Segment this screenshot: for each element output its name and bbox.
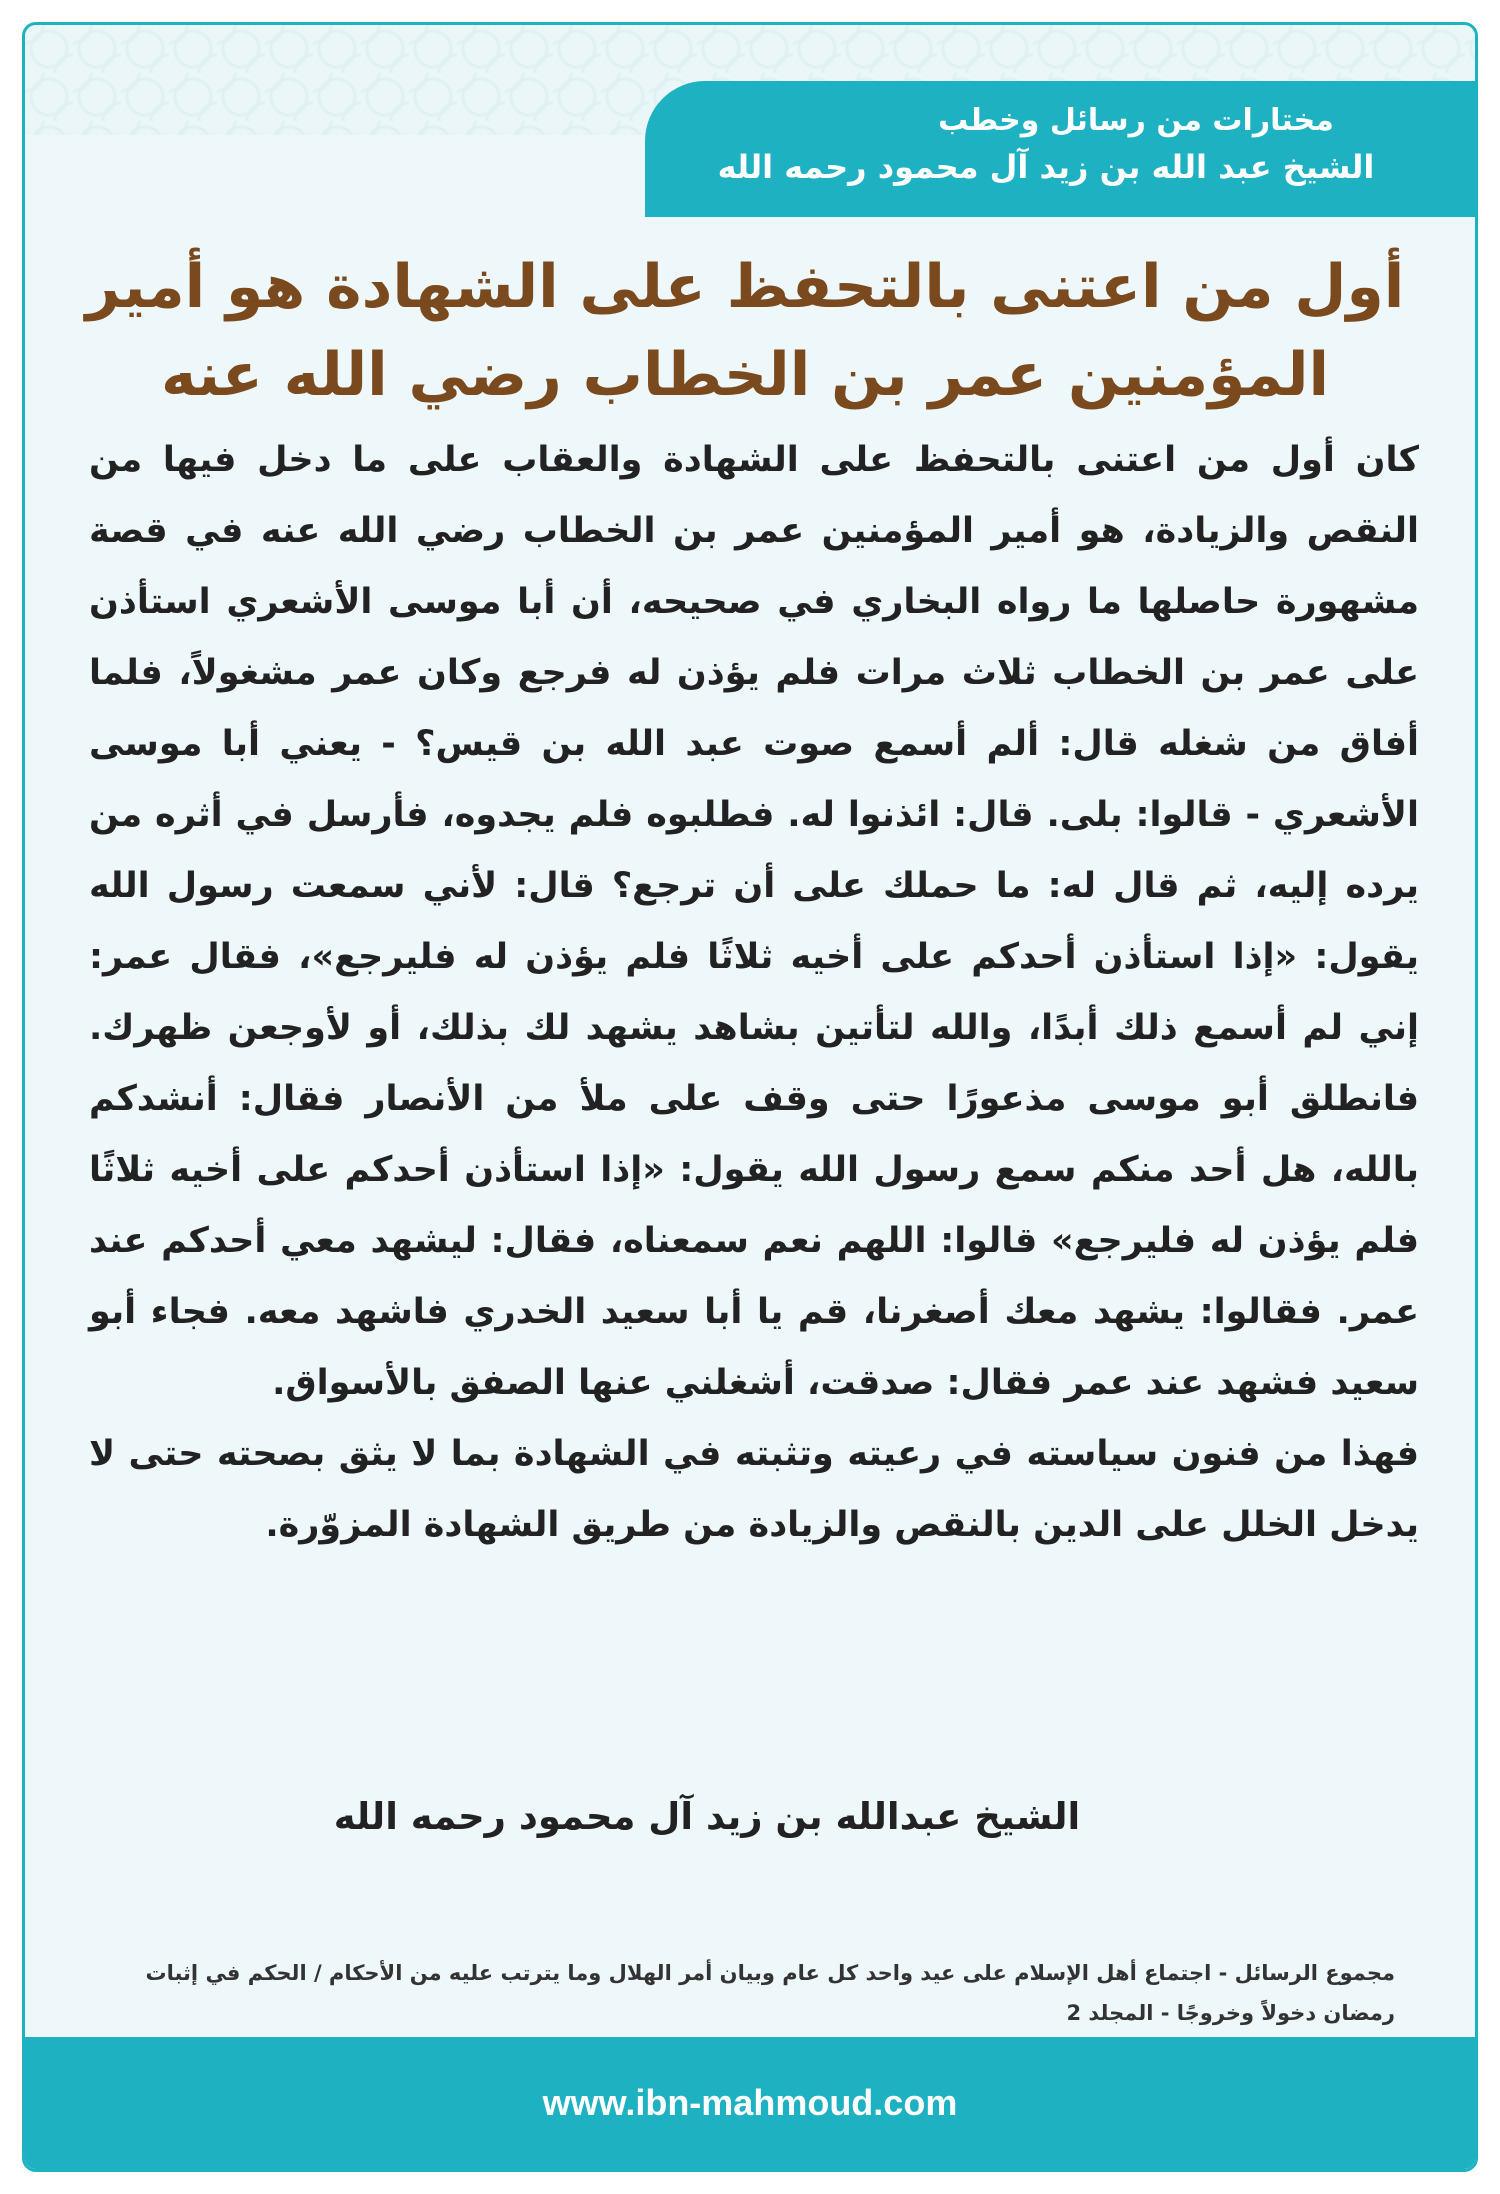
header-series-title: مختارات من رسائل وخطب	[938, 103, 1334, 138]
article-body	[89, 425, 1419, 1561]
header-author-name: الشيخ عبد الله بن زيد آل محمود رحمه الله	[717, 148, 1375, 186]
article-paragraph-2: فهذا من فنون سياسته في رعيته وتثبته في الشهادة بما لا يثق بصحته حتى لا يدخل الخلل على الدين بالنقص والزيادة من طريق الشهادة المزوّرة.	[89, 1434, 1419, 1545]
author-signature: الشيخ عبدالله بن زيد آل محمود رحمه الله	[333, 1795, 1081, 1838]
source-citation: مجموع الرسائل - اجتماع أهل الإسلام على عيد واحد كل عام وبيان أمر الهلال وما يترتب عليه من الأحكام / الحكم في إثبات رمضان دخولاً وخروجًا - المجلد 2	[145, 1961, 1395, 2025]
website-link[interactable]: www.ibn-mahmoud.com	[25, 2037, 1475, 2169]
article-title: أول من اعتنى بالتحفظ على الشهادة هو أمير المؤمنين عمر بن الخطاب رضي الله عنه	[85, 252, 1405, 410]
footer	[25, 2029, 1475, 2169]
header-band	[645, 81, 1475, 217]
page-frame	[22, 22, 1478, 2172]
article-paragraph-1: كان أول من اعتنى بالتحفظ على الشهادة والعقاب على ما دخل فيها من النقص والزيادة، هو أمير المؤمنين عمر بن الخطاب رضي الله عنه في قصة مشهورة حاصلها ما رواه البخاري في صحيحه، أن أبا موسى الأشعري استأذن على عمر بن الخطاب ثلاث مرات فلم يؤذن له فرجع وكان عمر مشغولاً، فلما أفاق من شغله قال: ألم أسمع صوت عبد الله بن قيس؟ - يعني أبا موسى الأشعري - قالوا: بلى. قال: ائذنوا له. فطلبوه فلم يجدوه، فأرسل في أثره من يرده إليه، ثم قال له: ما حملك على أن ترجع؟ قال: لأني سمعت رسول الله يقول: «إذا استأذن أحدكم على أخيه ثلاثًا فلم يؤذن له فليرجع»، فقال عمر: إني لم أسمع ذلك أبدًا، والله لتأتين بشاهد يشهد لك بذلك، أو لأوجعن ظهرك. فانطلق أبو موسى مذعورًا حتى وقف على ملأ من الأنصار فقال: أنشدكم بالله، هل أحد منكم سمع رسول الله يقول: «إذا استأذن أحدكم على أخيه ثلاثًا فلم يؤذن له فليرجع» قالوا: اللهم نعم سمعناه، فقال: ليشهد معي أحدكم عند عمر. فقالوا: يشهد معك أصغرنا، قم يا أبا سعيد الخدري فاشهد معه. فجاء أبو سعيد فشهد عند عمر فقال: صدقت، أشغلني عنها الصفق بالأسواق.	[89, 440, 1419, 1403]
